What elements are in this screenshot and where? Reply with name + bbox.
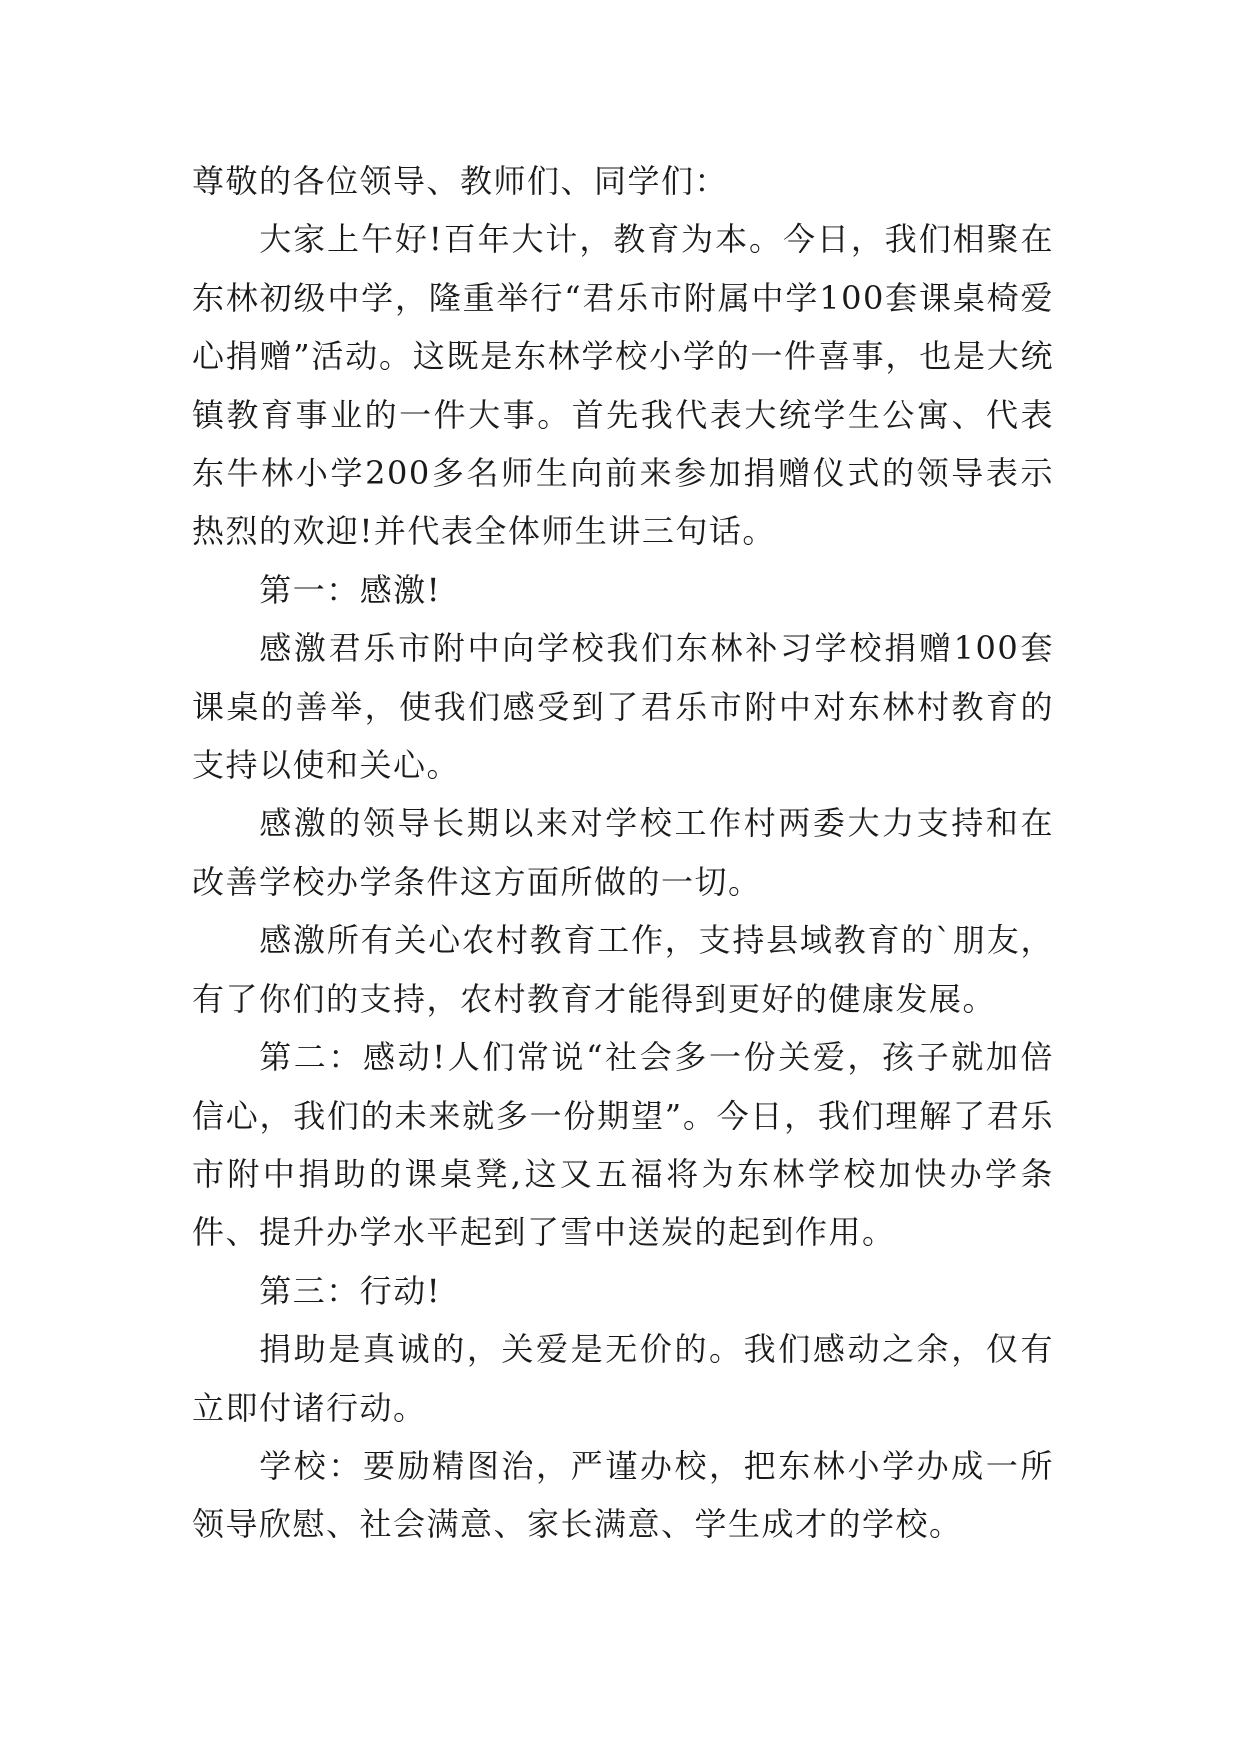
paragraph-greeting: 大家上午好!百年大计，教育为本。今日，我们相聚在东林初级中学，隆重举行“君乐市附属中学100套课桌椅爱心捐赠”活动。这既是东林学校小学的一件喜事，也是大统镇教育事业的一件大事。首先我代表大统学生公寓、代表东牛林小学200多名师生向前来参加捐赠仪式的领导表示热烈的欢迎!并代表全体师生讲三句话。	[192, 220, 1054, 551]
heading-third-action: 第三：行动!	[259, 1271, 442, 1310]
paragraph-action: 捐助是真诚的，关爱是无价的。我们感动之余，仅有立即付诸行动。	[192, 1330, 1054, 1427]
paragraph-gratitude-donation: 感激君乐市附中向学校我们东林补习学校捐赠100套课桌的善举，使我们感受到了君乐市附中对东林村教育的支持以使和关心。	[192, 629, 1054, 785]
paragraph-second-moved: 第二：感动!人们常说“社会多一份关爱，孩子就加倍信心，我们的未来就多一份期望”。今日，我们理解了君乐市附中捐助的课桌凳,这又五福将为东林学校加快办学条件、提升办学水平起到了雪中送炭的起到作用。	[192, 1038, 1054, 1252]
paragraph-school-commitment: 学校：要励精图治，严谨办校，把东林小学办成一所领导欣慰、社会满意、家长满意、学生成才的学校。	[192, 1446, 1054, 1544]
heading-first-gratitude: 第一：感激!	[259, 570, 442, 609]
speech-body	[192, 152, 1054, 1554]
paragraph-gratitude-leaders: 感激的领导长期以来对学校工作村两委大力支持和在改善学校办学条件这方面所做的一切。	[192, 804, 1054, 901]
paragraph-gratitude-friends: 感激所有关心农村教育工作，支持县域教育的`朋友，有了你们的支持，农村教育才能得到更好的健康发展。	[192, 921, 1054, 1018]
salutation: 尊敬的各位领导、教师们、同学们：	[192, 162, 729, 200]
